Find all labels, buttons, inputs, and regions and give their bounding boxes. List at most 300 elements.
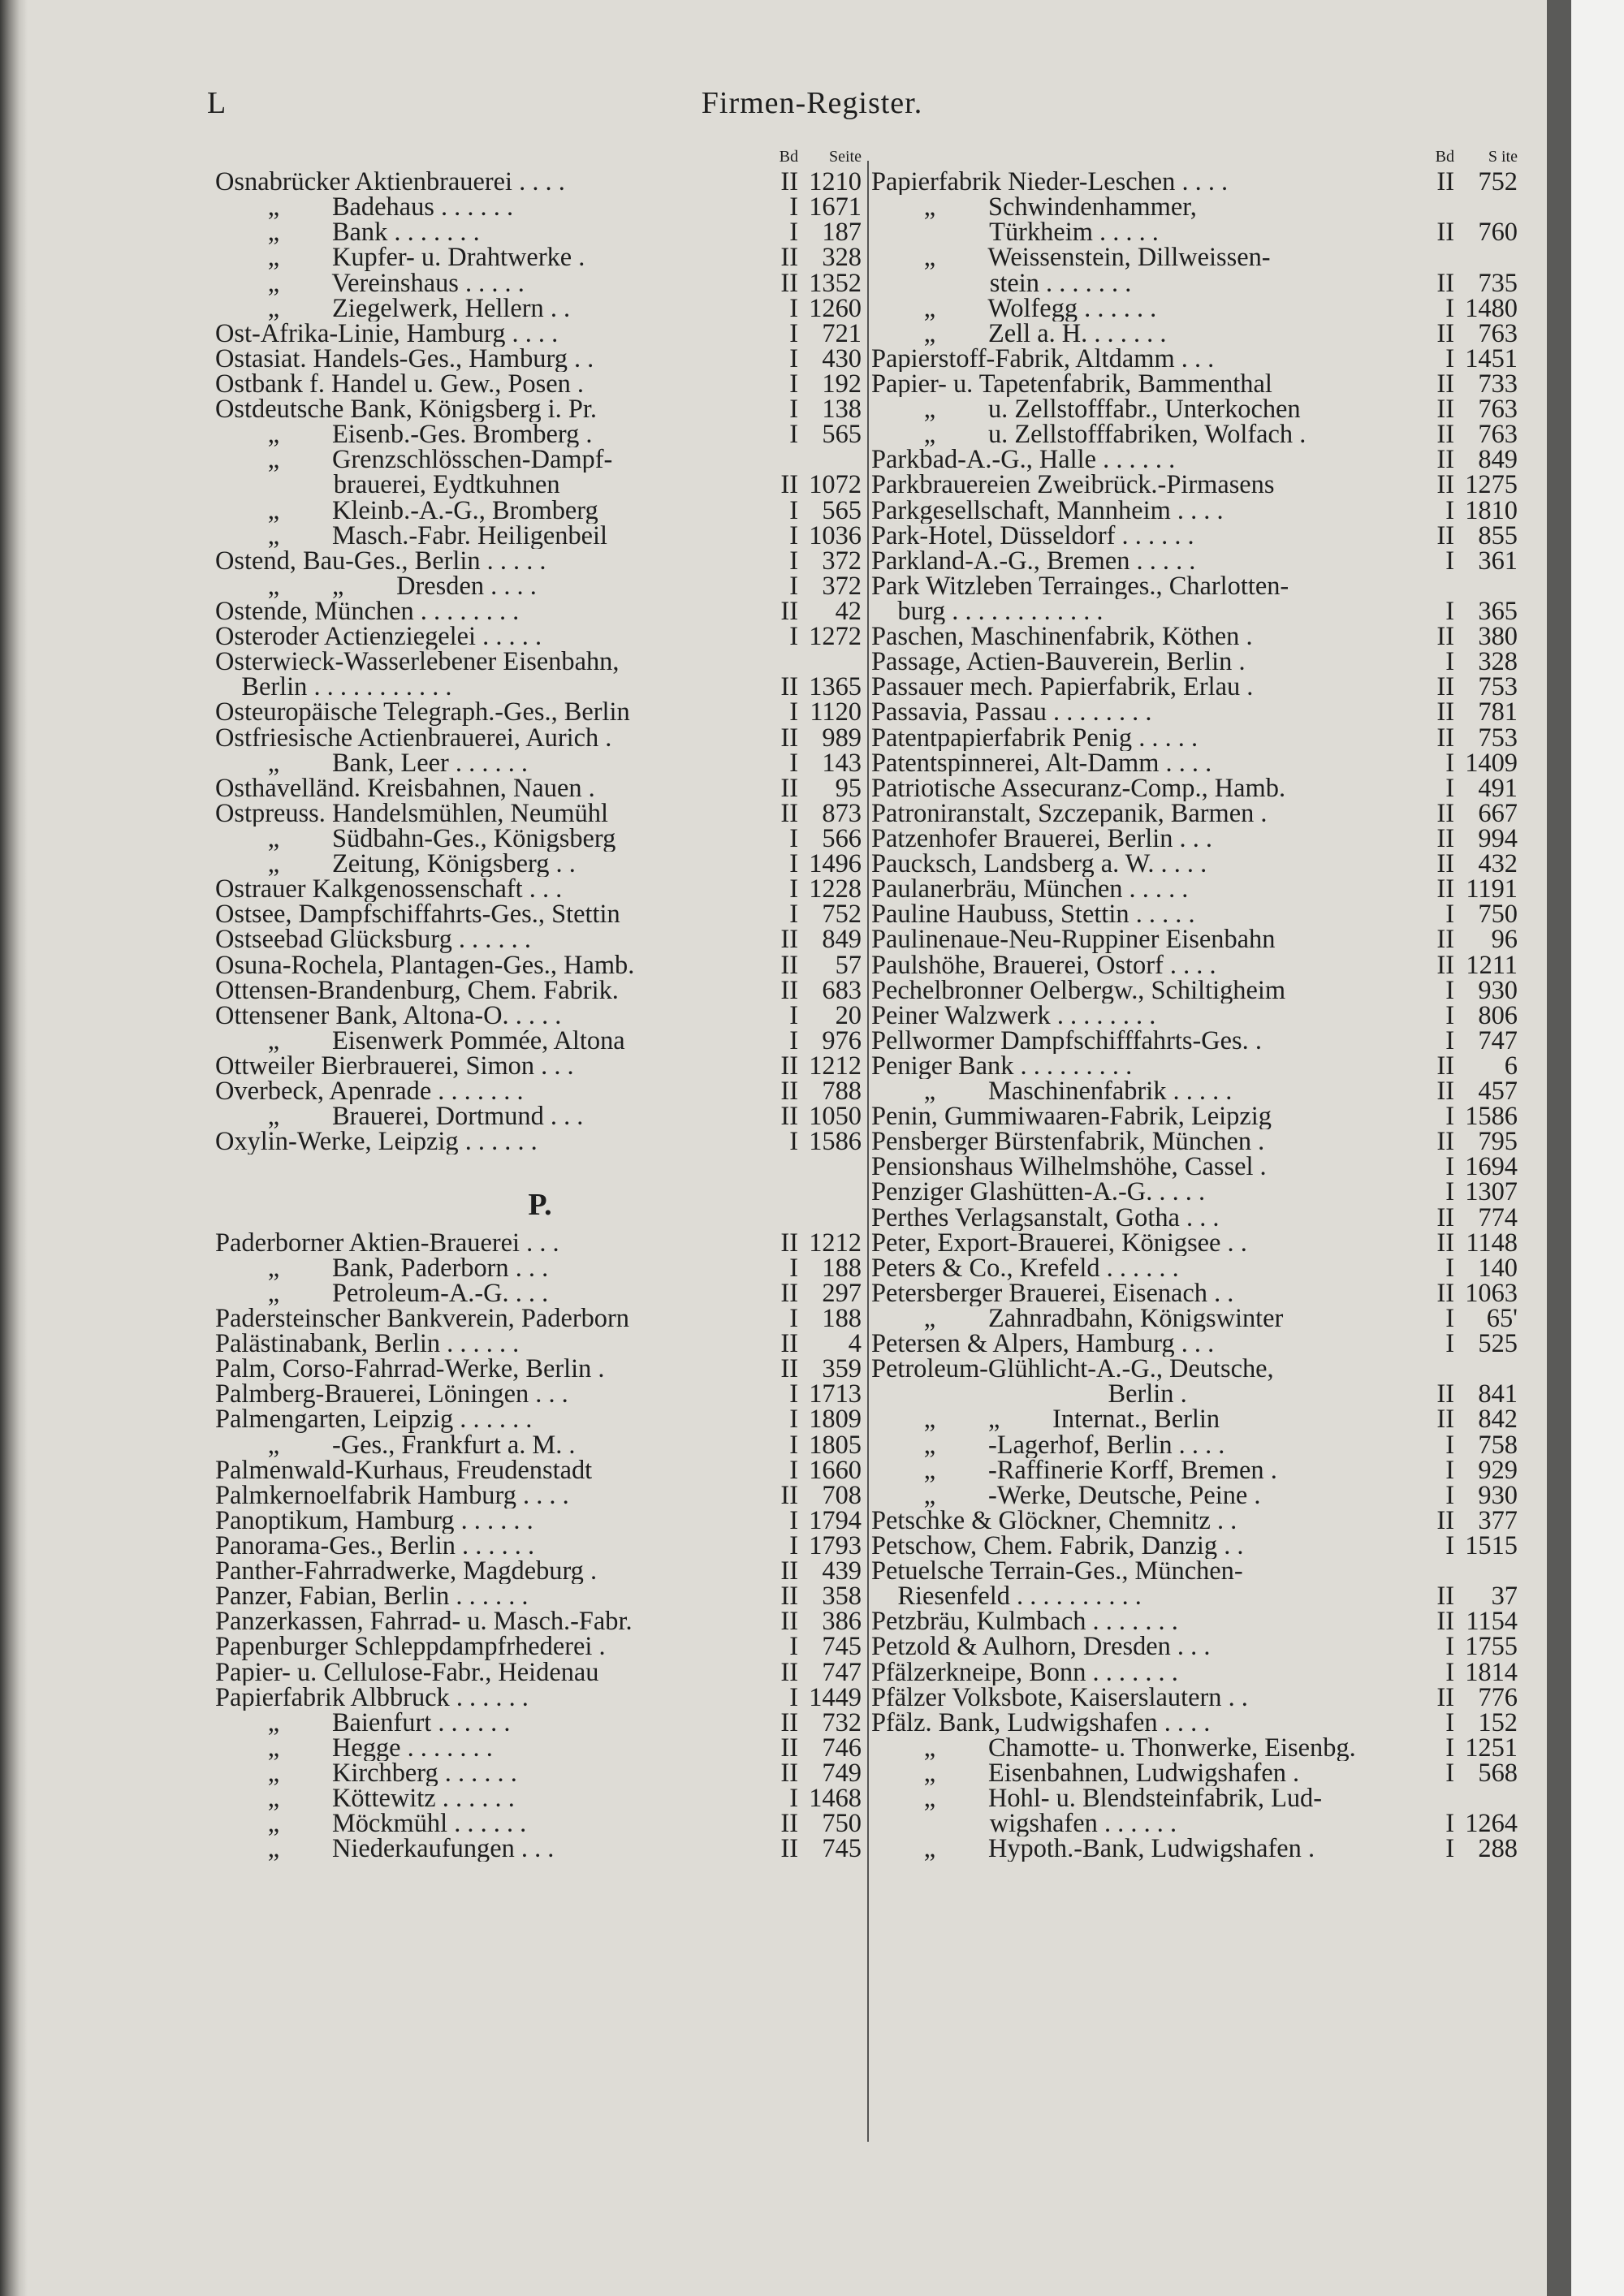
register-entry: [871, 470, 1521, 500]
entry-page: 745: [822, 1834, 862, 1864]
entry-page: 491: [1478, 773, 1518, 803]
register-entry: [215, 773, 865, 803]
entry-volume: I: [1445, 748, 1454, 778]
entry-page: 566: [822, 823, 862, 853]
entry-name: Osteroder Actienziegelei . . . . .: [215, 624, 542, 650]
entry-name: Petroleum-Glühlicht-A.-G., Deutsche,: [871, 1357, 1274, 1383]
register-entry: [215, 268, 865, 298]
entry-page: 1036: [809, 520, 862, 550]
entry-page: 1694: [1465, 1152, 1518, 1182]
entry-page: 930: [1478, 1480, 1518, 1510]
entry-name: Osthavelländ. Kreisbahnen, Nauen .: [215, 775, 595, 801]
entry-page: 297: [822, 1278, 862, 1308]
entry-page: 873: [822, 798, 862, 828]
entry-volume: II: [780, 1707, 798, 1737]
entry-volume: II: [780, 1809, 798, 1839]
entry-volume: I: [789, 293, 798, 323]
entry-name: „ u. Zellstofffabriken, Wolfach .: [871, 422, 1307, 448]
entry-page: 841: [1478, 1379, 1518, 1409]
entry-page: 1586: [1465, 1102, 1518, 1132]
register-entry: [215, 447, 865, 473]
register-entry: [871, 1077, 1521, 1107]
entry-name: „ Köttewitz . . . . . .: [215, 1786, 515, 1812]
entry-volume: II: [1436, 1582, 1454, 1612]
entry-page: 753: [1478, 723, 1518, 753]
entry-name: Patentpapierfabrik Penig . . . . .: [871, 725, 1199, 751]
entry-name: Ostsee, Dampfschiffahrts-Ges., Stettin: [215, 902, 620, 928]
register-entry: [215, 167, 865, 197]
entry-volume: I: [1445, 293, 1454, 323]
entry-name: brauerei, Eydtkuhnen: [215, 473, 560, 498]
entry-name: Patriotische Assecuranz-Comp., Hamb.: [871, 775, 1286, 801]
entry-volume: II: [1436, 1405, 1454, 1435]
entry-volume: I: [1445, 1152, 1454, 1182]
entry-page: 849: [1478, 445, 1518, 475]
entry-page: 795: [1478, 1127, 1518, 1157]
register-entry: [215, 1077, 865, 1107]
entry-volume: II: [780, 1228, 798, 1258]
entry-name: Ost-Afrika-Linie, Hamburg . . . .: [215, 321, 559, 347]
entry-volume: I: [789, 1632, 798, 1662]
register-entry: [871, 293, 1521, 323]
volume-header: Bd: [1435, 148, 1454, 166]
entry-page: 1228: [809, 874, 862, 904]
register-entry: [871, 1455, 1521, 1485]
register-entry: [215, 1354, 865, 1384]
entry-volume: I: [789, 495, 798, 525]
entry-name: „ Kupfer- u. Drahtwerke .: [215, 245, 585, 271]
entry-volume: II: [1436, 1202, 1454, 1232]
entry-volume: I: [789, 1455, 798, 1485]
register-entry: [215, 495, 865, 525]
entry-volume: II: [1436, 268, 1454, 298]
entry-page: 1211: [1466, 950, 1518, 980]
entry-volume: I: [789, 849, 798, 879]
register-entry: [215, 1531, 865, 1561]
register-entry: [215, 293, 865, 323]
register-entry: [871, 574, 1521, 599]
entry-volume: I: [789, 1784, 798, 1814]
register-entry: [215, 395, 865, 425]
register-entry: [871, 1761, 1521, 1786]
entry-page: 708: [822, 1480, 862, 1510]
entry-page: 989: [822, 723, 862, 753]
register-entry: [215, 1000, 865, 1030]
register-entry: [871, 874, 1521, 904]
entry-volume: I: [789, 218, 798, 248]
entry-page: 1805: [809, 1430, 862, 1460]
entry-page: 386: [822, 1607, 862, 1637]
register-entry: [215, 1405, 865, 1435]
entry-page: 95: [835, 773, 862, 803]
entry-name: Palästinabank, Berlin . . . . . .: [215, 1331, 520, 1357]
entry-volume: II: [780, 243, 798, 273]
entry-volume: II: [780, 723, 798, 753]
entry-page: 758: [1478, 1430, 1518, 1460]
entry-page: 359: [822, 1354, 862, 1384]
entry-name: wigshafen . . . . . .: [871, 1811, 1177, 1837]
register-entry: [871, 1202, 1521, 1232]
entry-name: Ostpreuss. Handelsmühlen, Neumühl: [215, 801, 608, 826]
entry-name: Peniger Bank . . . . . . . . .: [871, 1053, 1133, 1080]
register-entry: [871, 1127, 1521, 1157]
entry-page: 1352: [809, 268, 862, 298]
entry-page: 806: [1478, 1000, 1518, 1030]
entry-volume: II: [780, 975, 798, 1005]
entry-page: 1451: [1465, 343, 1518, 373]
entry-volume: I: [1445, 1707, 1454, 1737]
entry-volume: I: [789, 1379, 798, 1409]
entry-name: Petschke & Glöckner, Chemnitz . .: [871, 1508, 1237, 1534]
entry-page: 1050: [809, 1102, 862, 1132]
register-entry: [871, 1025, 1521, 1055]
entry-name: „ -Raffinerie Korff, Bremen .: [871, 1457, 1277, 1483]
entry-page: 358: [822, 1582, 862, 1612]
entry-page: 774: [1478, 1202, 1518, 1232]
register-entry: [871, 1733, 1521, 1763]
entry-volume: I: [1445, 495, 1454, 525]
entry-page: 749: [822, 1759, 862, 1789]
entry-name: „ „ Internat., Berlin: [871, 1407, 1220, 1433]
register-entry: [871, 167, 1521, 197]
register-entry: [871, 1531, 1521, 1561]
entry-page: 152: [1478, 1707, 1518, 1737]
entry-page: 763: [1478, 318, 1518, 348]
entry-page: 430: [822, 343, 862, 373]
entry-name: Petuelsche Terrain-Ges., München-: [871, 1559, 1243, 1585]
entry-page: 750: [1478, 900, 1518, 930]
entry-volume: I: [1445, 1304, 1454, 1334]
entry-name: Ostfriesische Actienbrauerei, Aurich .: [215, 725, 612, 751]
register-entry: [871, 520, 1521, 550]
entry-volume: I: [789, 900, 798, 930]
entry-name: Park Witzleben Terrainges., Charlotten-: [871, 573, 1289, 599]
register-entry: [871, 447, 1521, 473]
entry-volume: II: [1436, 1278, 1454, 1308]
entry-volume: I: [789, 520, 798, 550]
register-entry: [215, 1784, 865, 1814]
entry-page: 849: [822, 925, 862, 955]
register-entry: [215, 1733, 865, 1763]
entry-name: „ Kirchberg . . . . . .: [215, 1761, 517, 1787]
entry-volume: I: [1445, 596, 1454, 626]
entry-name: Papierfabrik Nieder-Leschen . . . .: [871, 170, 1229, 196]
page-title: Firmen-Register.: [701, 86, 923, 120]
entry-volume: II: [1436, 218, 1454, 248]
entry-name: „ Vereinshaus . . . . .: [215, 270, 525, 296]
register-entry: [871, 624, 1521, 650]
register-entry: [871, 1177, 1521, 1207]
entry-page: 1810: [1465, 495, 1518, 525]
entry-volume: II: [780, 1582, 798, 1612]
entry-page: 994: [1478, 823, 1518, 853]
entry-volume: I: [789, 1682, 798, 1712]
entry-name: Panther-Fahrradwerke, Magdeburg .: [215, 1559, 598, 1585]
entry-volume: II: [780, 1733, 798, 1763]
register-entry: [215, 672, 865, 702]
section-heading: P.: [528, 1188, 552, 1223]
entry-name: Panorama-Ges., Berlin . . . . . .: [215, 1534, 535, 1560]
entry-name: „ Petroleum-A.-G. . . .: [215, 1280, 549, 1307]
register-entry: [871, 1657, 1521, 1687]
entry-volume: I: [1445, 1632, 1454, 1662]
entry-name: Papier- u. Tapetenfabrik, Bammenthal: [871, 371, 1272, 398]
entry-name: Pensberger Bürstenfabrik, München .: [871, 1129, 1265, 1155]
register-entry: [871, 1357, 1521, 1382]
entry-page: 1212: [809, 1228, 862, 1258]
entry-name: Pensionshaus Wilhelmshöhe, Cassel .: [871, 1154, 1267, 1180]
entry-volume: II: [780, 1556, 798, 1586]
entry-page: 143: [822, 748, 862, 778]
register-entry: [871, 1304, 1521, 1334]
entry-name: „ Zeitung, Königsberg . .: [215, 852, 576, 878]
register-entry: [871, 343, 1521, 373]
entry-volume: II: [1436, 420, 1454, 450]
entry-name: „ Südbahn-Ges., Königsberg: [215, 826, 616, 852]
entry-page: 377: [1478, 1505, 1518, 1535]
entry-volume: I: [1445, 1480, 1454, 1510]
entry-volume: II: [1436, 925, 1454, 955]
register-entry: [215, 1127, 865, 1157]
entry-volume: I: [789, 343, 798, 373]
entry-page: 1409: [1465, 748, 1518, 778]
entry-page: 1191: [1466, 874, 1518, 904]
entry-page: 930: [1478, 975, 1518, 1005]
entry-page: 328: [822, 243, 862, 273]
register-entry: [871, 420, 1521, 450]
entry-page: 1120: [810, 697, 862, 727]
register-entry: [871, 823, 1521, 853]
entry-page: 1671: [809, 192, 862, 222]
entry-name: Ostend, Bau-Ges., Berlin . . . . .: [215, 548, 546, 574]
entry-volume: II: [780, 1759, 798, 1789]
entry-name: Paucksch, Landsberg a. W. . . . .: [871, 852, 1207, 878]
entry-page: 4: [848, 1329, 862, 1359]
entry-name: Patroniranstalt, Szczepanik, Barmen .: [871, 801, 1268, 826]
entry-page: 750: [822, 1809, 862, 1839]
entry-name: Palmberg-Brauerei, Löningen . . .: [215, 1382, 568, 1408]
entry-name: „ Bank . . . . . . .: [215, 220, 480, 246]
entry-name: Pellwormer Dampfschifffahrts-Ges. .: [871, 1028, 1262, 1054]
entry-volume: II: [780, 1051, 798, 1081]
entry-volume: I: [789, 697, 798, 727]
entry-name: Ostende, München . . . . . . . .: [215, 598, 520, 625]
entry-name: Park-Hotel, Düsseldorf . . . . . .: [871, 523, 1194, 549]
entry-name: „ Eisenb.-Ges. Bromberg .: [215, 422, 593, 448]
register-entry: [215, 1304, 865, 1334]
entry-page: 565: [822, 495, 862, 525]
entry-volume: I: [1445, 1253, 1454, 1283]
entry-volume: II: [1436, 1505, 1454, 1535]
entry-page: 188: [822, 1304, 862, 1334]
register-entry: [215, 650, 865, 675]
register-entry: [871, 1102, 1521, 1132]
entry-volume: II: [780, 1657, 798, 1687]
entry-name: „ „ Dresden . . . .: [215, 573, 537, 599]
entry-page: 432: [1478, 849, 1518, 879]
entry-page: 1480: [1465, 293, 1518, 323]
register-entry: [871, 723, 1521, 753]
entry-page: 1660: [809, 1455, 862, 1485]
entry-name: Osterwieck-Wasserlebener Eisenbahn,: [215, 650, 620, 675]
register-entry: [871, 1682, 1521, 1712]
entry-volume: I: [789, 546, 798, 576]
register-entry: [871, 1786, 1521, 1811]
page-header: S ite: [1488, 148, 1518, 166]
entry-volume: II: [1436, 723, 1454, 753]
entry-name: Ostseebad Glücksburg . . . . . .: [215, 927, 531, 953]
entry-page: 96: [1491, 925, 1518, 955]
book-gutter-shadow: [0, 0, 28, 2296]
register-entry: [871, 1051, 1521, 1081]
register-entry: [215, 192, 865, 222]
entry-page: 752: [822, 900, 862, 930]
entry-page: 752: [1478, 167, 1518, 197]
register-entry: [215, 1632, 865, 1662]
register-entry: [871, 1480, 1521, 1510]
entry-volume: I: [789, 1025, 798, 1055]
entry-name: Passage, Actien-Bauverein, Berlin .: [871, 650, 1246, 675]
entry-volume: I: [789, 420, 798, 450]
entry-name: Petzold & Aulhorn, Dresden . . .: [871, 1634, 1211, 1660]
entry-volume: II: [1436, 520, 1454, 550]
entry-name: Osuna-Rochela, Plantagen-Ges., Hamb.: [215, 952, 635, 978]
entry-volume: I: [789, 192, 798, 222]
entry-page: 1496: [809, 849, 862, 879]
register-entry: [215, 1430, 865, 1460]
register-entry: [215, 218, 865, 248]
entry-page: 747: [822, 1657, 862, 1687]
entry-volume: II: [1436, 672, 1454, 702]
register-entry: [871, 975, 1521, 1005]
entry-name: Patzenhofer Brauerei, Berlin . . .: [871, 826, 1213, 852]
entry-volume: I: [1445, 1733, 1454, 1763]
page-header: Seite: [829, 148, 862, 166]
entry-name: Osteuropäische Telegraph.-Ges., Berlin: [215, 700, 630, 726]
entry-volume: I: [1445, 1657, 1454, 1687]
entry-name: Paulanerbräu, München . . . . .: [871, 877, 1189, 903]
entry-page: 525: [1478, 1329, 1518, 1359]
entry-page: 842: [1478, 1405, 1518, 1435]
entry-page: 683: [822, 975, 862, 1005]
entry-page: 65': [1486, 1304, 1518, 1334]
register-entry: [215, 470, 865, 500]
entry-page: 372: [822, 571, 862, 601]
entry-page: 42: [835, 596, 862, 626]
entry-page: 776: [1478, 1682, 1518, 1712]
entry-name: Parkbad-A.-G., Halle . . . . . .: [871, 447, 1176, 473]
entry-name: burg . . . . . . . . . . . .: [871, 598, 1104, 625]
entry-volume: I: [789, 622, 798, 652]
entry-page: 733: [1478, 369, 1518, 399]
register-column-left: [215, 145, 865, 1862]
entry-volume: II: [1436, 1051, 1454, 1081]
entry-page: 140: [1478, 1253, 1518, 1283]
entry-page: 6: [1504, 1051, 1518, 1081]
entry-page: 188: [822, 1253, 862, 1283]
entry-name: Patentspinnerei, Alt-Damm . . . .: [871, 750, 1212, 776]
entry-volume: I: [1445, 546, 1454, 576]
register-entry: [215, 1228, 865, 1258]
entry-page: 138: [822, 395, 862, 425]
entry-page: 187: [822, 218, 862, 248]
entry-page: 1713: [809, 1379, 862, 1409]
register-entry: [871, 218, 1521, 248]
register-entry: [215, 318, 865, 348]
entry-name: Padersteinscher Bankverein, Paderborn: [215, 1306, 629, 1332]
entry-volume: I: [1445, 900, 1454, 930]
register-entry: [215, 420, 865, 450]
entry-volume: I: [1445, 1834, 1454, 1864]
entry-volume: II: [1436, 395, 1454, 425]
register-entry: [215, 1025, 865, 1055]
entry-page: 457: [1478, 1077, 1518, 1107]
register-entry: [871, 1331, 1521, 1357]
entry-volume: I: [1445, 343, 1454, 373]
entry-name: Papenburger Schleppdampfrhederei .: [215, 1634, 606, 1660]
entry-name: „ Wolfegg . . . . . .: [871, 296, 1157, 322]
entry-page: 753: [1478, 672, 1518, 702]
register-entry: [871, 1278, 1521, 1308]
register-entry: [215, 1480, 865, 1510]
register-entry: [871, 268, 1521, 298]
register-entry: [215, 950, 865, 980]
entry-page: 788: [822, 1077, 862, 1107]
register-entry: [215, 697, 865, 727]
register-entry: [871, 1836, 1521, 1862]
entry-volume: II: [780, 1607, 798, 1637]
entry-name: Palm, Corso-Fahrrad-Werke, Berlin .: [215, 1357, 605, 1383]
register-entry: [871, 1607, 1521, 1637]
entry-name: „ -Ges., Frankfurt a. M. .: [215, 1432, 576, 1458]
entry-name: „ Hohl- u. Blendsteinfabrik, Lud-: [871, 1786, 1323, 1812]
entry-volume: II: [1436, 849, 1454, 879]
register-entry: [215, 975, 865, 1005]
entry-volume: I: [789, 318, 798, 348]
entry-name: „ Weissenstein, Dillweissen-: [871, 245, 1271, 271]
register-entry: [215, 369, 865, 399]
register-entry: [871, 748, 1521, 778]
entry-name: Panzer, Fabian, Berlin . . . . . .: [215, 1584, 529, 1610]
entry-name: Türkheim . . . . .: [871, 220, 1159, 246]
register-entry: [871, 1559, 1521, 1584]
entry-name: Petersen & Alpers, Hamburg . . .: [871, 1331, 1215, 1357]
entry-page: 1212: [809, 1051, 862, 1081]
entry-volume: II: [780, 1480, 798, 1510]
entry-name: „ Badehaus . . . . . .: [215, 195, 514, 221]
entry-name: „ Bank, Paderborn . . .: [215, 1255, 549, 1281]
entry-volume: I: [1445, 1430, 1454, 1460]
entry-name: „ Möckmühl . . . . . .: [215, 1811, 527, 1837]
entry-page: 855: [1478, 520, 1518, 550]
entry-name: Papierfabrik Albbruck . . . . . .: [215, 1685, 529, 1711]
entry-page: 1251: [1465, 1733, 1518, 1763]
entry-volume: II: [1436, 1682, 1454, 1712]
register-entry: [215, 1836, 865, 1862]
entry-page: 1449: [809, 1682, 862, 1712]
register-entry: [871, 495, 1521, 525]
register-entry: [871, 369, 1521, 399]
entry-page: 667: [1478, 798, 1518, 828]
entry-volume: I: [789, 823, 798, 853]
entry-volume: I: [789, 1000, 798, 1030]
register-entry: [871, 1430, 1521, 1460]
register-entry: [871, 1379, 1521, 1409]
entry-page: 1794: [809, 1505, 862, 1535]
entry-volume: I: [789, 1127, 798, 1157]
entry-volume: I: [1445, 975, 1454, 1005]
entry-page: 721: [822, 318, 862, 348]
